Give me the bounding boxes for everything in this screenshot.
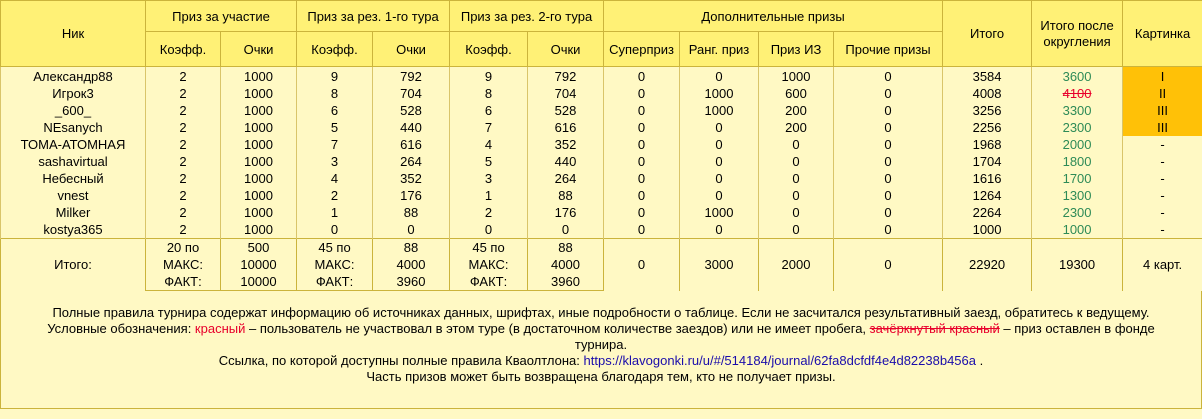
round1-coef: 9 xyxy=(297,67,373,86)
round1-coef: 3 xyxy=(297,153,373,170)
iz-prize: 0 xyxy=(759,204,834,221)
round2-points: 264 xyxy=(528,170,604,187)
other-prizes: 0 xyxy=(834,221,943,239)
superprize: 0 xyxy=(604,119,680,136)
iz-prize: 0 xyxy=(759,170,834,187)
participation-coef: 2 xyxy=(146,136,221,153)
iz-prize: 0 xyxy=(759,221,834,239)
player-nick: Небесный xyxy=(1,170,146,187)
round2-points: 792 xyxy=(528,67,604,86)
participation-points: 1000 xyxy=(221,67,297,86)
picture: - xyxy=(1123,187,1202,204)
round1-coef: 2 xyxy=(297,187,373,204)
other-prizes: 0 xyxy=(834,153,943,170)
total: 1616 xyxy=(943,170,1032,187)
header-iz-prize: Приз ИЗ xyxy=(759,32,834,67)
picture: - xyxy=(1123,170,1202,187)
legend-strike: зачёркнутый красный xyxy=(869,321,1000,336)
round2-points: 176 xyxy=(528,204,604,221)
other-prizes: 0 xyxy=(834,67,943,86)
superprize: 0 xyxy=(604,170,680,187)
table-header xyxy=(1,1,1202,67)
total: 3584 xyxy=(943,67,1032,86)
participation-points: 1000 xyxy=(221,204,297,221)
rank-prize: 1000 xyxy=(680,85,759,102)
totals-round2-fact-label: ФАКТ: xyxy=(450,273,528,291)
round2-points: 528 xyxy=(528,102,604,119)
round2-coef: 7 xyxy=(450,119,528,136)
totals-label: Итого: xyxy=(1,239,146,291)
iz-prize: 0 xyxy=(759,153,834,170)
header-total: Итого xyxy=(943,1,1032,67)
round1-points: 792 xyxy=(373,67,450,86)
total: 1000 xyxy=(943,221,1032,239)
table-body xyxy=(1,67,1202,239)
table-row xyxy=(1,67,1202,86)
total-rounded: 2000 xyxy=(1032,136,1123,153)
header-nick: Ник xyxy=(1,1,146,67)
player-nick: kostya365 xyxy=(1,221,146,239)
totals-round1-max: 4000 xyxy=(373,256,450,273)
totals-round1-fact-label: ФАКТ: xyxy=(297,273,373,291)
totals-participation-max: 10000 xyxy=(221,256,297,273)
player-nick: NEsanych xyxy=(1,119,146,136)
total: 4008 xyxy=(943,85,1032,102)
legend-note xyxy=(21,321,1181,353)
round1-points: 352 xyxy=(373,170,450,187)
picture: III xyxy=(1123,119,1202,136)
round1-points: 88 xyxy=(373,204,450,221)
header-coef: Коэфф. xyxy=(146,32,221,67)
header-coef: Коэфф. xyxy=(297,32,373,67)
totals-pictures: 4 карт. xyxy=(1123,239,1202,291)
iz-prize: 0 xyxy=(759,136,834,153)
table-row xyxy=(1,170,1202,187)
round2-coef: 4 xyxy=(450,136,528,153)
totals-participation-points: 500 xyxy=(221,239,297,257)
other-prizes: 0 xyxy=(834,204,943,221)
participation-points: 1000 xyxy=(221,221,297,239)
link-prefix: Ссылка, по которой доступны полные правила Кваолтлона: xyxy=(218,353,584,368)
total-rounded: 1800 xyxy=(1032,153,1123,170)
participation-coef: 2 xyxy=(146,85,221,102)
totals-superprize: 0 xyxy=(604,239,680,291)
round2-coef: 3 xyxy=(450,170,528,187)
participation-coef: 2 xyxy=(146,153,221,170)
totals-round1-max-label: МАКС: xyxy=(297,256,373,273)
participation-coef: 2 xyxy=(146,221,221,239)
header-round1: Приз за рез. 1-го тура xyxy=(297,1,450,32)
iz-prize: 0 xyxy=(759,187,834,204)
participation-points: 1000 xyxy=(221,102,297,119)
iz-prize: 1000 xyxy=(759,67,834,86)
superprize: 0 xyxy=(604,153,680,170)
other-prizes: 0 xyxy=(834,85,943,102)
participation-coef: 2 xyxy=(146,170,221,187)
round1-coef: 5 xyxy=(297,119,373,136)
rank-prize: 0 xyxy=(680,119,759,136)
header-superprize: Суперприз xyxy=(604,32,680,67)
table-row xyxy=(1,221,1202,239)
totals-round1-points: 88 xyxy=(373,239,450,257)
total: 1704 xyxy=(943,153,1032,170)
legend-mid: – пользователь не участвовал в этом туре (в достаточном количестве заездов) или не имеет пробега, xyxy=(245,321,870,336)
round1-coef: 6 xyxy=(297,102,373,119)
totals-round1-fact: 3960 xyxy=(373,273,450,291)
legend-prefix: Условные обозначения: xyxy=(47,321,195,336)
round1-points: 264 xyxy=(373,153,450,170)
total-rounded: 2300 xyxy=(1032,119,1123,136)
totals-participation-coef: 20 по xyxy=(146,239,221,257)
participation-coef: 2 xyxy=(146,204,221,221)
round2-coef: 9 xyxy=(450,67,528,86)
total-rounded: 1700 xyxy=(1032,170,1123,187)
participation-points: 1000 xyxy=(221,136,297,153)
participation-points: 1000 xyxy=(221,187,297,204)
round1-coef: 0 xyxy=(297,221,373,239)
round1-points: 176 xyxy=(373,187,450,204)
totals-section xyxy=(1,239,1202,291)
total-rounded: 3300 xyxy=(1032,102,1123,119)
table-row xyxy=(1,153,1202,170)
rank-prize: 0 xyxy=(680,67,759,86)
totals-participation-fact: 10000 xyxy=(221,273,297,291)
participation-coef: 2 xyxy=(146,187,221,204)
participation-points: 1000 xyxy=(221,170,297,187)
header-picture: Картинка xyxy=(1123,1,1202,67)
link-suffix: . xyxy=(976,353,984,368)
prizes-return-note: Часть призов может быть возвращена благодаря тем, кто не получает призы. xyxy=(366,369,836,384)
total: 2256 xyxy=(943,119,1032,136)
picture: II xyxy=(1123,85,1202,102)
iz-prize: 200 xyxy=(759,102,834,119)
legend-red: красный xyxy=(194,321,246,336)
total: 1264 xyxy=(943,187,1032,204)
iz-prize: 600 xyxy=(759,85,834,102)
player-nick: Игрок3 xyxy=(1,85,146,102)
total-rounded: 1000 xyxy=(1032,221,1123,239)
totals-round2-fact: 3960 xyxy=(528,273,604,291)
header-total-rounded: Итого после округления xyxy=(1032,1,1123,67)
rank-prize: 1000 xyxy=(680,204,759,221)
other-prizes: 0 xyxy=(834,170,943,187)
totals-rounded: 19300 xyxy=(1032,239,1123,291)
totals-round2-coef: 45 по xyxy=(450,239,528,257)
picture: - xyxy=(1123,153,1202,170)
round2-coef: 8 xyxy=(450,85,528,102)
round2-points: 704 xyxy=(528,85,604,102)
round1-points: 616 xyxy=(373,136,450,153)
header-round2: Приз за рез. 2-го тура xyxy=(450,1,604,32)
link-note xyxy=(21,353,1181,369)
participation-points: 1000 xyxy=(221,85,297,102)
participation-points: 1000 xyxy=(221,119,297,136)
picture: - xyxy=(1123,204,1202,221)
header-extra-prizes: Дополнительные призы xyxy=(604,1,943,32)
superprize: 0 xyxy=(604,136,680,153)
rank-prize: 0 xyxy=(680,153,759,170)
round2-points: 88 xyxy=(528,187,604,204)
table-row xyxy=(1,102,1202,119)
round2-coef: 6 xyxy=(450,102,528,119)
round1-coef: 4 xyxy=(297,170,373,187)
round1-points: 0 xyxy=(373,221,450,239)
other-prizes: 0 xyxy=(834,136,943,153)
round2-points: 352 xyxy=(528,136,604,153)
total-rounded: 1300 xyxy=(1032,187,1123,204)
rules-link[interactable]: https://klavogonki.ru/u/#/514184/journal/62fa8dcfdf4e4d82238b456a xyxy=(583,353,976,368)
player-nick: ТОМА-АТОМНАЯ xyxy=(1,136,146,153)
player-nick: Александр88 xyxy=(1,67,146,86)
totals-round2-max: 4000 xyxy=(528,256,604,273)
round2-coef: 5 xyxy=(450,153,528,170)
superprize: 0 xyxy=(604,221,680,239)
header-points: Очки xyxy=(528,32,604,67)
total: 1968 xyxy=(943,136,1032,153)
header-rank-prize: Ранг. приз xyxy=(680,32,759,67)
header-points: Очки xyxy=(221,32,297,67)
notes-panel xyxy=(0,291,1202,409)
picture: - xyxy=(1123,221,1202,239)
totals-iz-prize: 2000 xyxy=(759,239,834,291)
total: 2264 xyxy=(943,204,1032,221)
round2-points: 440 xyxy=(528,153,604,170)
total-rounded: 3600 xyxy=(1032,67,1123,86)
totals-participation-fact-label: ФАКТ: xyxy=(146,273,221,291)
header-other-prizes: Прочие призы xyxy=(834,32,943,67)
legend-suffix: – приз оставлен в фонде турнира. xyxy=(574,321,1155,352)
rank-prize: 1000 xyxy=(680,102,759,119)
round2-coef: 1 xyxy=(450,187,528,204)
rank-prize: 0 xyxy=(680,187,759,204)
totals-other-prizes: 0 xyxy=(834,239,943,291)
table-row xyxy=(1,136,1202,153)
participation-points: 1000 xyxy=(221,153,297,170)
table-row xyxy=(1,85,1202,102)
participation-coef: 2 xyxy=(146,119,221,136)
round1-coef: 7 xyxy=(297,136,373,153)
totals-total: 22920 xyxy=(943,239,1032,291)
superprize: 0 xyxy=(604,102,680,119)
totals-round2-points: 88 xyxy=(528,239,604,257)
round2-points: 616 xyxy=(528,119,604,136)
rank-prize: 0 xyxy=(680,221,759,239)
header-participation: Приз за участие xyxy=(146,1,297,32)
other-prizes: 0 xyxy=(834,119,943,136)
total-rounded: 4100 xyxy=(1032,85,1123,102)
round1-points: 440 xyxy=(373,119,450,136)
header-points: Очки xyxy=(373,32,450,67)
player-nick: vnest xyxy=(1,187,146,204)
totals-round2-max-label: МАКС: xyxy=(450,256,528,273)
round1-coef: 1 xyxy=(297,204,373,221)
superprize: 0 xyxy=(604,67,680,86)
table-row xyxy=(1,204,1202,221)
header-coef: Коэфф. xyxy=(450,32,528,67)
rank-prize: 0 xyxy=(680,170,759,187)
total: 3256 xyxy=(943,102,1032,119)
superprize: 0 xyxy=(604,85,680,102)
other-prizes: 0 xyxy=(834,102,943,119)
table-row xyxy=(1,187,1202,204)
rank-prize: 0 xyxy=(680,136,759,153)
rules-note: Полные правила турнира содержат информацию об источниках данных, шрифтах, иные подробности о таблице. Если не засчитался результативный заезд, обратитесь к ведущему. xyxy=(52,305,1150,320)
superprize: 0 xyxy=(604,187,680,204)
player-nick: _600_ xyxy=(1,102,146,119)
participation-coef: 2 xyxy=(146,67,221,86)
round1-points: 528 xyxy=(373,102,450,119)
round2-points: 0 xyxy=(528,221,604,239)
player-nick: sashavirtual xyxy=(1,153,146,170)
totals-round1-coef: 45 по xyxy=(297,239,373,257)
participation-coef: 2 xyxy=(146,102,221,119)
round2-coef: 2 xyxy=(450,204,528,221)
total-rounded: 2300 xyxy=(1032,204,1123,221)
other-prizes: 0 xyxy=(834,187,943,204)
round1-coef: 8 xyxy=(297,85,373,102)
player-nick: Milker xyxy=(1,204,146,221)
picture: - xyxy=(1123,136,1202,153)
table-row xyxy=(1,119,1202,136)
round1-points: 704 xyxy=(373,85,450,102)
picture: I xyxy=(1123,67,1202,86)
round2-coef: 0 xyxy=(450,221,528,239)
superprize: 0 xyxy=(604,204,680,221)
iz-prize: 200 xyxy=(759,119,834,136)
totals-rank-prize: 3000 xyxy=(680,239,759,291)
picture: III xyxy=(1123,102,1202,119)
totals-participation-max-label: МАКС: xyxy=(146,256,221,273)
